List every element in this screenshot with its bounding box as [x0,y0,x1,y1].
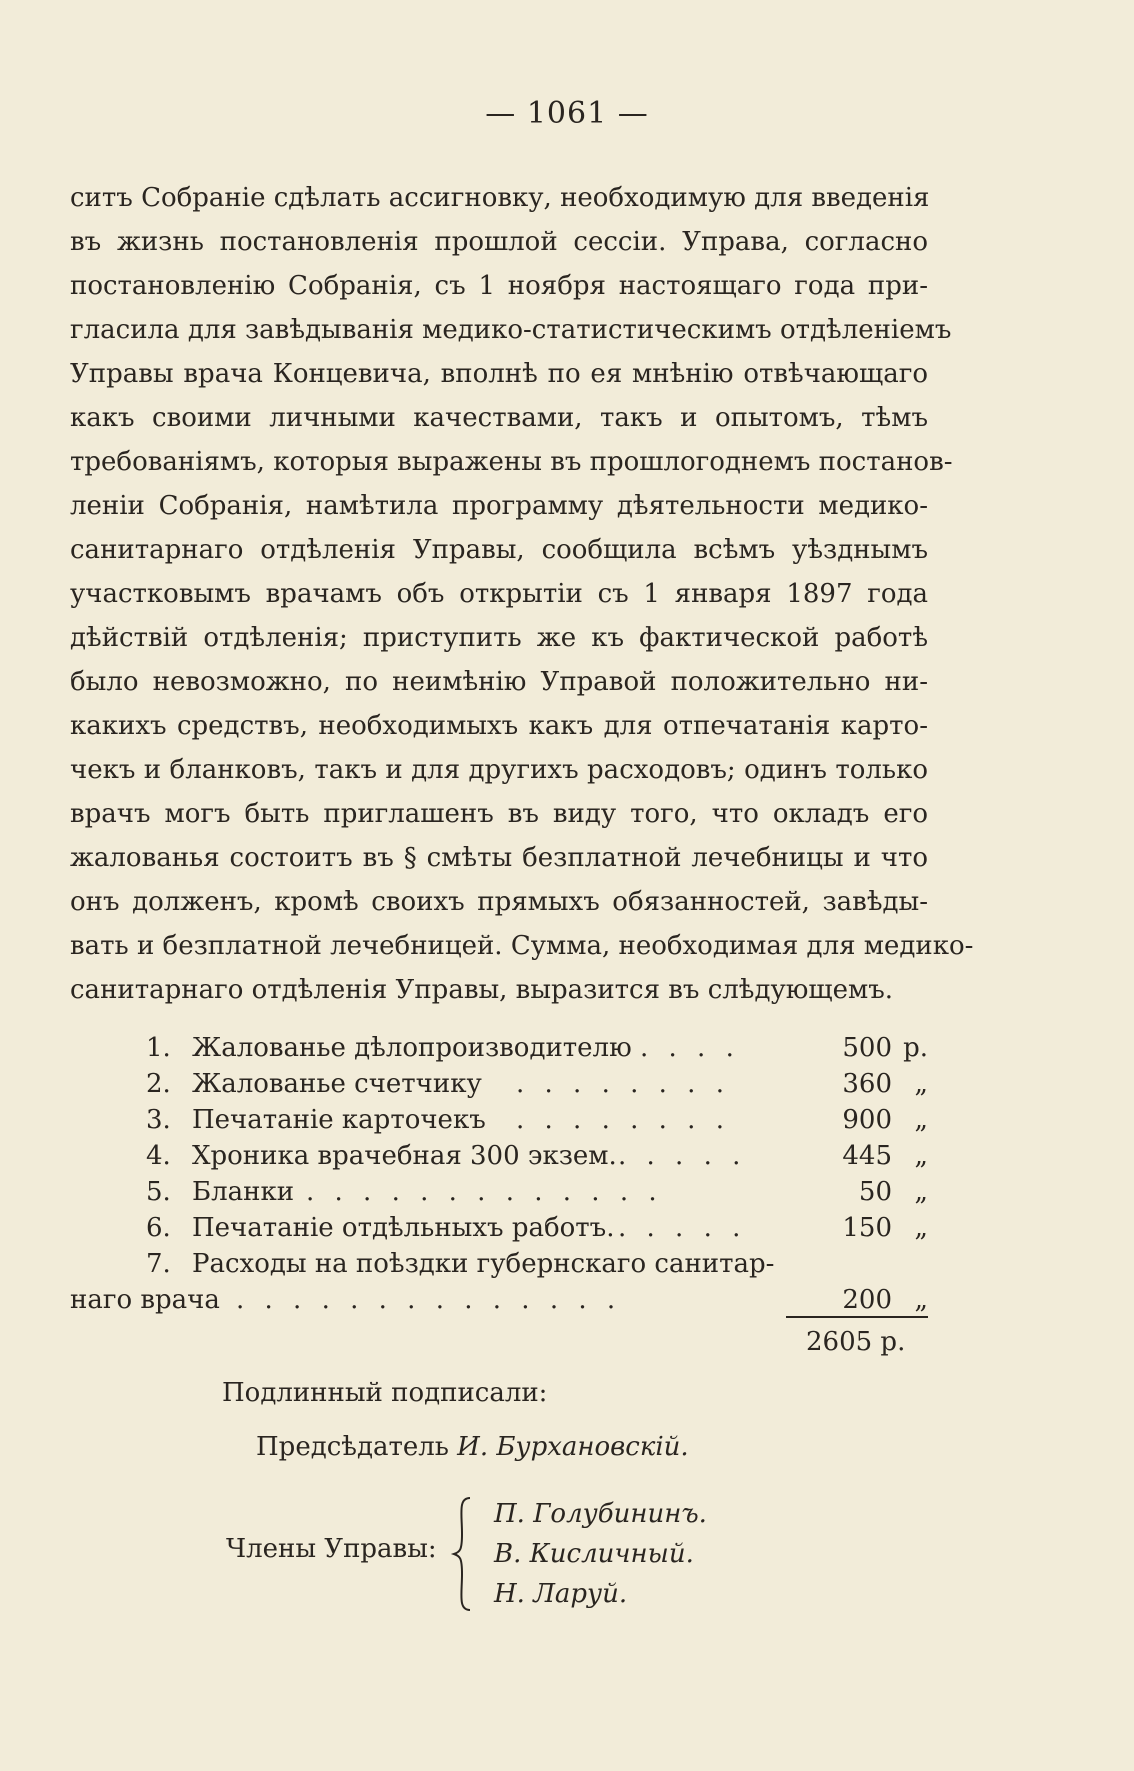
item-label: Печатаніе карточекъ [192,1105,486,1135]
budget-item [70,1246,928,1282]
budget-item [70,1102,928,1138]
item-number: 3. [146,1105,171,1135]
currency-mark: „ [914,1105,928,1135]
text-line: санитарнаго отдѣленія Управы, сообщила всѣмъ уѣзднымъ [70,535,928,565]
text-line: леніи Собранія, намѣтила программу дѣятельности медико- [70,491,928,521]
leader-dots: . . . . . . . . [516,1105,730,1135]
leader-dots: . . . . . . . . . . . . . [306,1177,663,1207]
text-line: онъ долженъ, кромѣ своихъ прямыхъ обязанностей, завѣды- [70,887,928,917]
currency-mark: „ [914,1177,928,1207]
leader-dots: . . . . . . . . . . . . . . [236,1285,622,1315]
text-line: санитарнаго отдѣленія Управы, выразится въ слѣдующемъ. [70,975,894,1005]
item-amount: 900 [842,1105,892,1135]
budget-item [70,1138,928,1174]
item-number: 4. [146,1141,171,1171]
item-label: Жалованье дѣлопроизводителю [192,1033,632,1063]
text-line: жалованья состоитъ въ § смѣты безплатной лечебницы и что [70,843,928,873]
item-number: 6. [146,1213,171,1243]
text-line: въ жизнь постановленія прошлой сессіи. Управа, согласно [70,227,928,257]
sum-rule [786,1316,928,1318]
leader-dots: . . . . [640,1033,740,1063]
item-label: Жалованье счетчику [192,1069,482,1099]
item-number: 2. [146,1069,171,1099]
item-number: 1. [146,1033,171,1063]
paragraph [70,176,974,1012]
chairman-title: Предсѣдатель [256,1432,449,1462]
brace-decoration [450,1494,474,1626]
item-label: наго врача [70,1285,220,1315]
text-line: врачъ могъ быть приглашенъ въ виду того, что окладъ его [70,799,928,829]
currency-mark: р. [903,1033,928,1063]
item-amount: 50 [858,1177,892,1207]
item-number: 5. [146,1177,171,1207]
text-line: вать и безплатной лечебницей. Сумма, необходимая для медико- [70,931,974,961]
text-line: какъ своими личными качествами, такъ и опытомъ, тѣмъ [70,403,928,433]
text-line: какихъ средствъ, необходимыхъ какъ для отпечатанія карто- [70,711,928,741]
member-name: В. Кисличный. [494,1539,694,1569]
text-line: Управы врача Концевича, вполнѣ по ея мнѣнію отвѣчающаго [70,359,928,389]
total-amount: 2605 р. [806,1327,906,1357]
budget-item [70,1066,928,1102]
text-line: участковымъ врачамъ объ открытіи съ 1 января 1897 года [70,579,928,609]
item-label: Хроника врачебная 300 экзем. [192,1141,617,1171]
item-label: Расходы на поѣздки губернскаго санитар- [192,1249,775,1279]
member-name: Н. Ларуй. [494,1579,628,1609]
leader-dots: . . . . . [618,1213,747,1243]
budget-list [70,1030,928,1318]
text-line: требованіямъ, которыя выражены въ прошлогоднемъ постанов- [70,447,953,477]
item-number: 7. [146,1249,171,1279]
item-amount: 200 [842,1285,892,1315]
leader-dots: . . . . . . . . [516,1069,730,1099]
item-amount: 360 [842,1069,892,1099]
budget-item [70,1174,928,1210]
chairman-line [256,1432,689,1462]
currency-mark: „ [914,1141,928,1171]
item-amount: 150 [842,1213,892,1243]
currency-mark: „ [914,1285,928,1315]
text-line: было невозможно, по неимѣнію Управой положительно ни- [70,667,928,697]
leader-dots: . . . . . [618,1141,747,1171]
text-line: дѣйствій отдѣленія; приступить же къ фактической работѣ [70,623,928,653]
member-name: П. Голубининъ. [494,1499,707,1529]
currency-mark: „ [914,1213,928,1243]
item-label: Бланки [192,1177,295,1207]
text-line: ситъ Собраніе сдѣлать ассигновку, необходимую для введенія [70,183,930,213]
budget-item [70,1030,928,1066]
members-list [494,1494,707,1614]
chairman-name: И. Бурхановскій. [457,1432,689,1462]
brace-icon [450,1494,474,1614]
page-number: — 1061 — [485,96,649,131]
signed-label: Подлинный подписали: [222,1378,548,1408]
budget-item [70,1210,928,1246]
budget-item [70,1282,928,1318]
text-line: чекъ и бланковъ, такъ и для другихъ расходовъ; одинъ только [70,755,928,785]
text-line: гласила для завѣдыванія медико-статистическимъ отдѣленіемъ [70,315,952,345]
item-label: Печатаніе отдѣльныхъ работъ. [192,1213,615,1243]
text-line: постановленію Собранія, съ 1 ноября настоящаго года при- [70,271,928,301]
currency-mark: „ [914,1069,928,1099]
item-amount: 500 [842,1033,892,1063]
members-label: Члены Управы: [226,1534,437,1564]
item-amount: 445 [842,1141,892,1171]
